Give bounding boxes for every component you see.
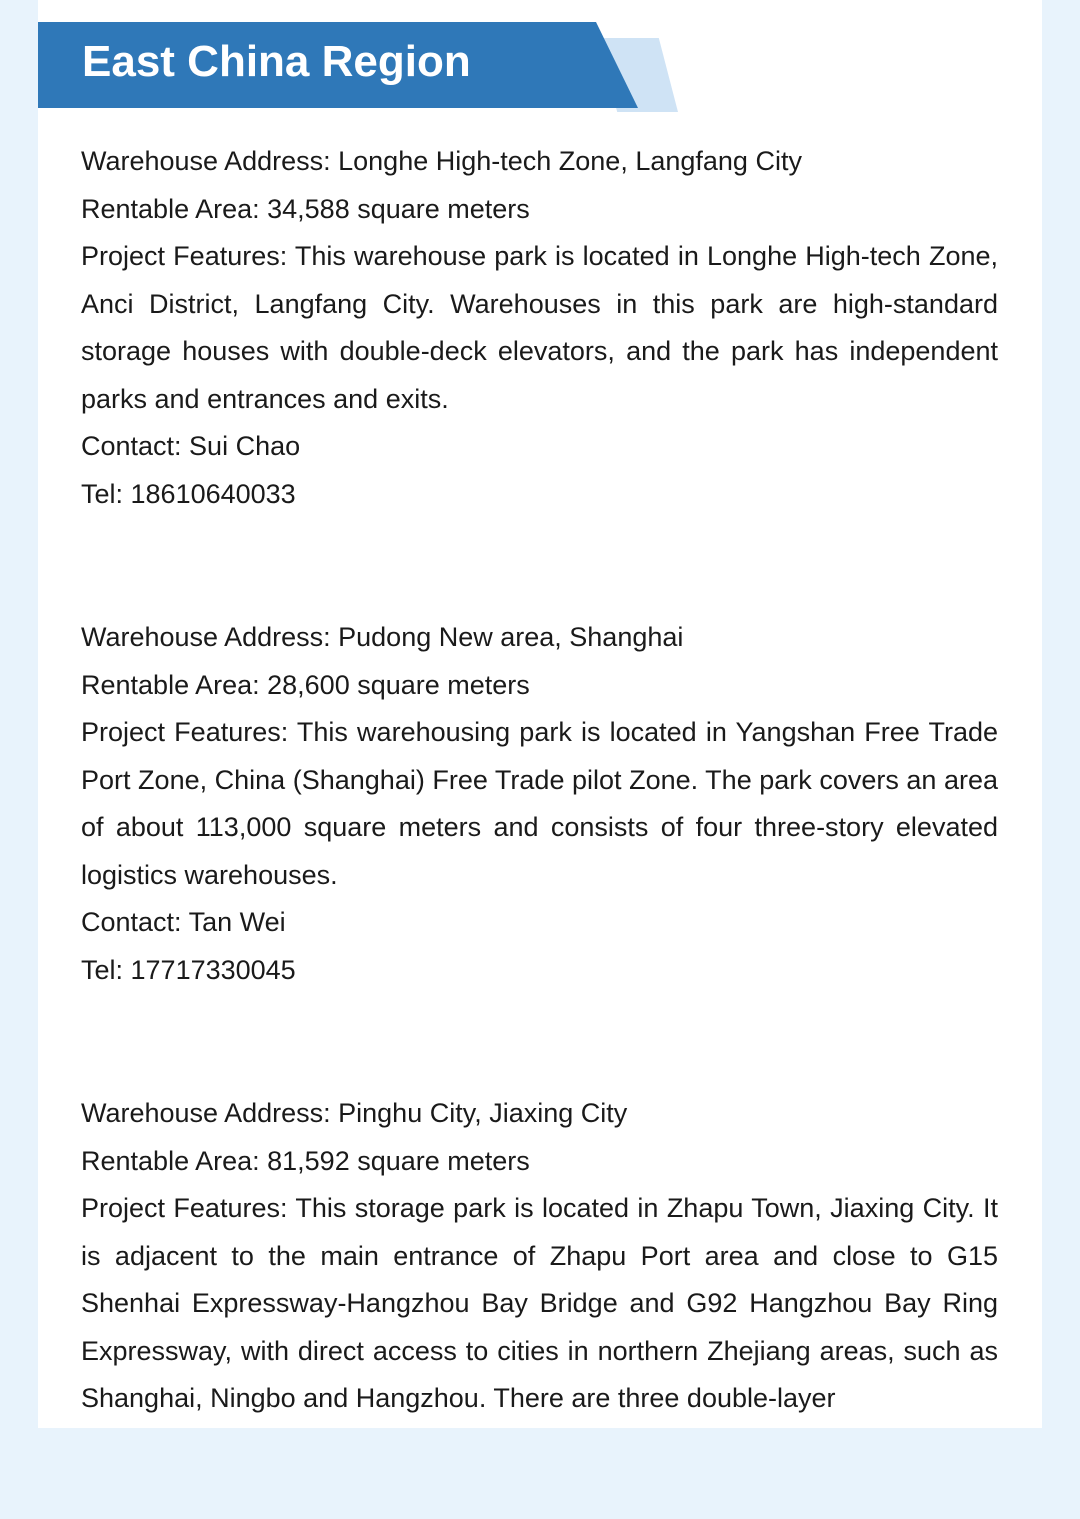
document-page — [38, 0, 1042, 1428]
warehouse-entry — [81, 614, 998, 994]
project-features: Project Features: This warehousing park is located in Yangshan Free Trade Port Zone, China (Shanghai) Free Trade pilot Zone. The park covers an area of about 113,000 square meters and consists of four three-story elevated logistics warehouses. — [81, 717, 998, 890]
rentable-area: Rentable Area: 81,592 square meters — [81, 1145, 530, 1176]
warehouse-address: Warehouse Address: Longhe High-tech Zone, Langfang City — [81, 146, 802, 176]
contact-name: Contact: Sui Chao — [81, 431, 301, 461]
contact-tel: Tel: 18610640033 — [81, 478, 296, 509]
rentable-area: Rentable Area: 28,600 square meters — [81, 669, 530, 700]
warehouse-entry — [81, 138, 998, 518]
section-banner — [38, 22, 678, 108]
warehouse-address: Warehouse Address: Pinghu City, Jiaxing City — [81, 1098, 628, 1128]
contact-tel: Tel: 17717330045 — [81, 954, 296, 985]
contact-name: Contact: Tan Wei — [81, 907, 286, 937]
warehouse-entry — [81, 1090, 998, 1423]
project-features: Project Features: This warehouse park is located in Longhe High-tech Zone, Anci District, Langfang City. Warehouses in this park are high-standard storage houses with double-deck elevators, and the park has independent parks and entrances and exits. — [81, 241, 998, 414]
section-title: East China Region — [82, 37, 471, 86]
warehouse-list — [81, 138, 998, 1519]
rentable-area: Rentable Area: 34,588 square meters — [81, 193, 530, 224]
project-features: Project Features: This storage park is located in Zhapu Town, Jiaxing City. It is adjacent to the main entrance of Zhapu Port area and close to G15 Shenhai Expressway-Hangzhou Bay Bridge and G92 Hangzhou Bay Ring Expressway, with direct access to cities in northern Zhejiang areas, such as Shanghai, Ningbo and Hangzhou. There are three double-layer — [81, 1193, 998, 1413]
warehouse-address: Warehouse Address: Pudong New area, Shanghai — [81, 622, 684, 652]
